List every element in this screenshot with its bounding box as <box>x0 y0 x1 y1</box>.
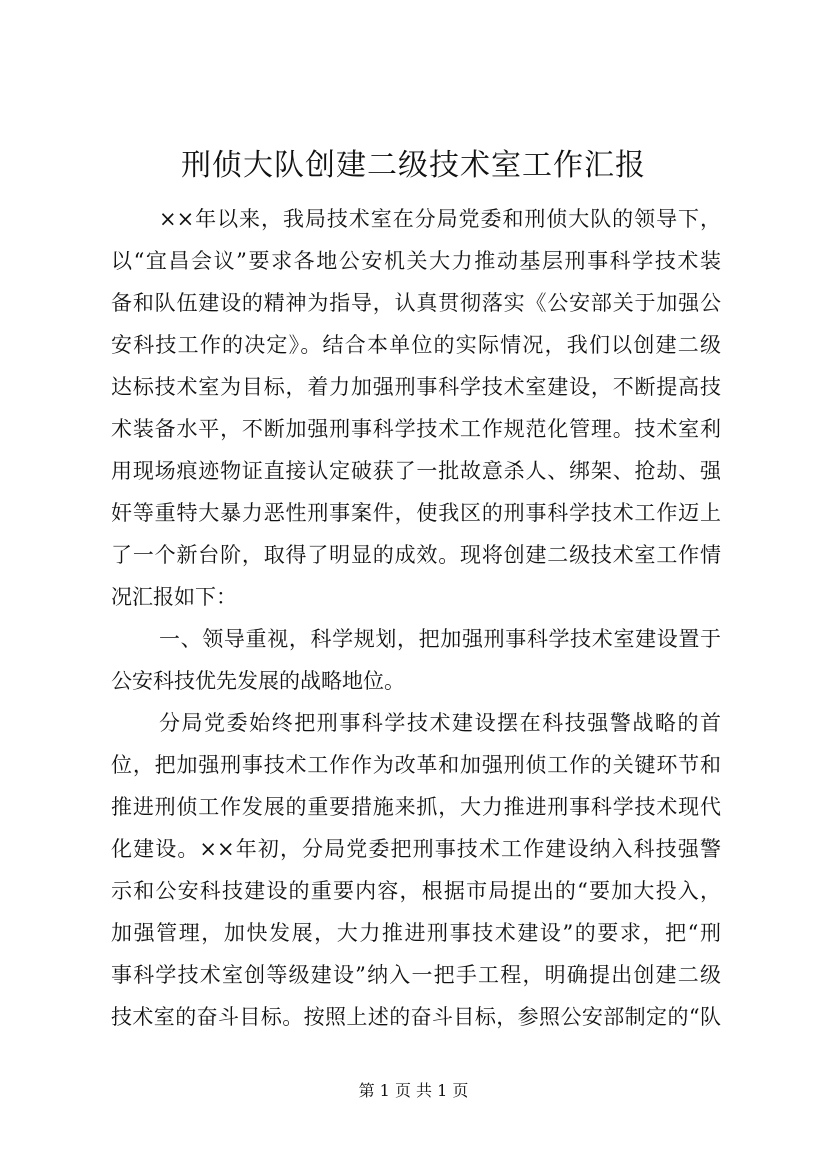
page-footer: 第 1 页 共 1 页 <box>358 1081 469 1100</box>
body-line: 安科技工作的决定》。结合本单位的实际情况，我们以创建二级 <box>111 333 721 357</box>
body-line: 达标技术室为目标，着力加强刑事科学技术室建设，不断提高技 <box>111 375 721 399</box>
body-line: 化建设。××年初，分局党委把刑事技术工作建设纳入科技强警 <box>111 837 721 861</box>
body-line: 事科学技术室创等级建设”纳入一把手工程，明确提出创建二级 <box>111 963 721 987</box>
body-line: 示和公安科技建设的重要内容，根据市局提出的“要加大投入， <box>111 879 721 903</box>
body-line: 况汇报如下： <box>111 585 237 609</box>
body-line: 奸等重特大暴力恶性刑事案件，使我区的刑事科学技术工作迈上 <box>111 501 721 525</box>
body-line: 以“宜昌会议”要求各地公安机关大力推动基层刑事科学技术装 <box>111 249 721 273</box>
body-line: 位，把加强刑事技术工作作为改革和加强刑侦工作的关键环节和 <box>111 753 721 777</box>
document-body <box>111 198 721 1038</box>
section-heading-line: 一、领导重视，科学规划，把加强刑事科学技术室建设置于 <box>159 627 721 651</box>
body-line: 术装备水平，不断加强刑事科学技术工作规范化管理。技术室利 <box>111 417 721 441</box>
body-line: 技术室的奋斗目标。按照上述的奋斗目标，参照公安部制定的“队 <box>111 1005 721 1029</box>
body-line: 备和队伍建设的精神为指导，认真贯彻落实《公安部关于加强公 <box>111 291 721 315</box>
section-heading-line: 公安科技优先发展的战略地位。 <box>111 669 405 693</box>
body-line: 推进刑侦工作发展的重要措施来抓，大力推进刑事科学技术现代 <box>111 795 721 819</box>
document-title: 刑侦大队创建二级技术室工作汇报 <box>181 148 646 183</box>
body-line: 分局党委始终把刑事科学技术建设摆在科技强警战略的首 <box>159 711 721 735</box>
body-line: ××年以来，我局技术室在分局党委和刑侦大队的领导下， <box>159 207 721 231</box>
body-line: 用现场痕迹物证直接认定破获了一批故意杀人、绑架、抢劫、强 <box>111 459 721 483</box>
body-line: 了一个新台阶，取得了明显的成效。现将创建二级技术室工作情 <box>111 543 721 567</box>
body-line: 加强管理，加快发展，大力推进刑事技术建设”的要求，把“刑 <box>111 921 721 945</box>
